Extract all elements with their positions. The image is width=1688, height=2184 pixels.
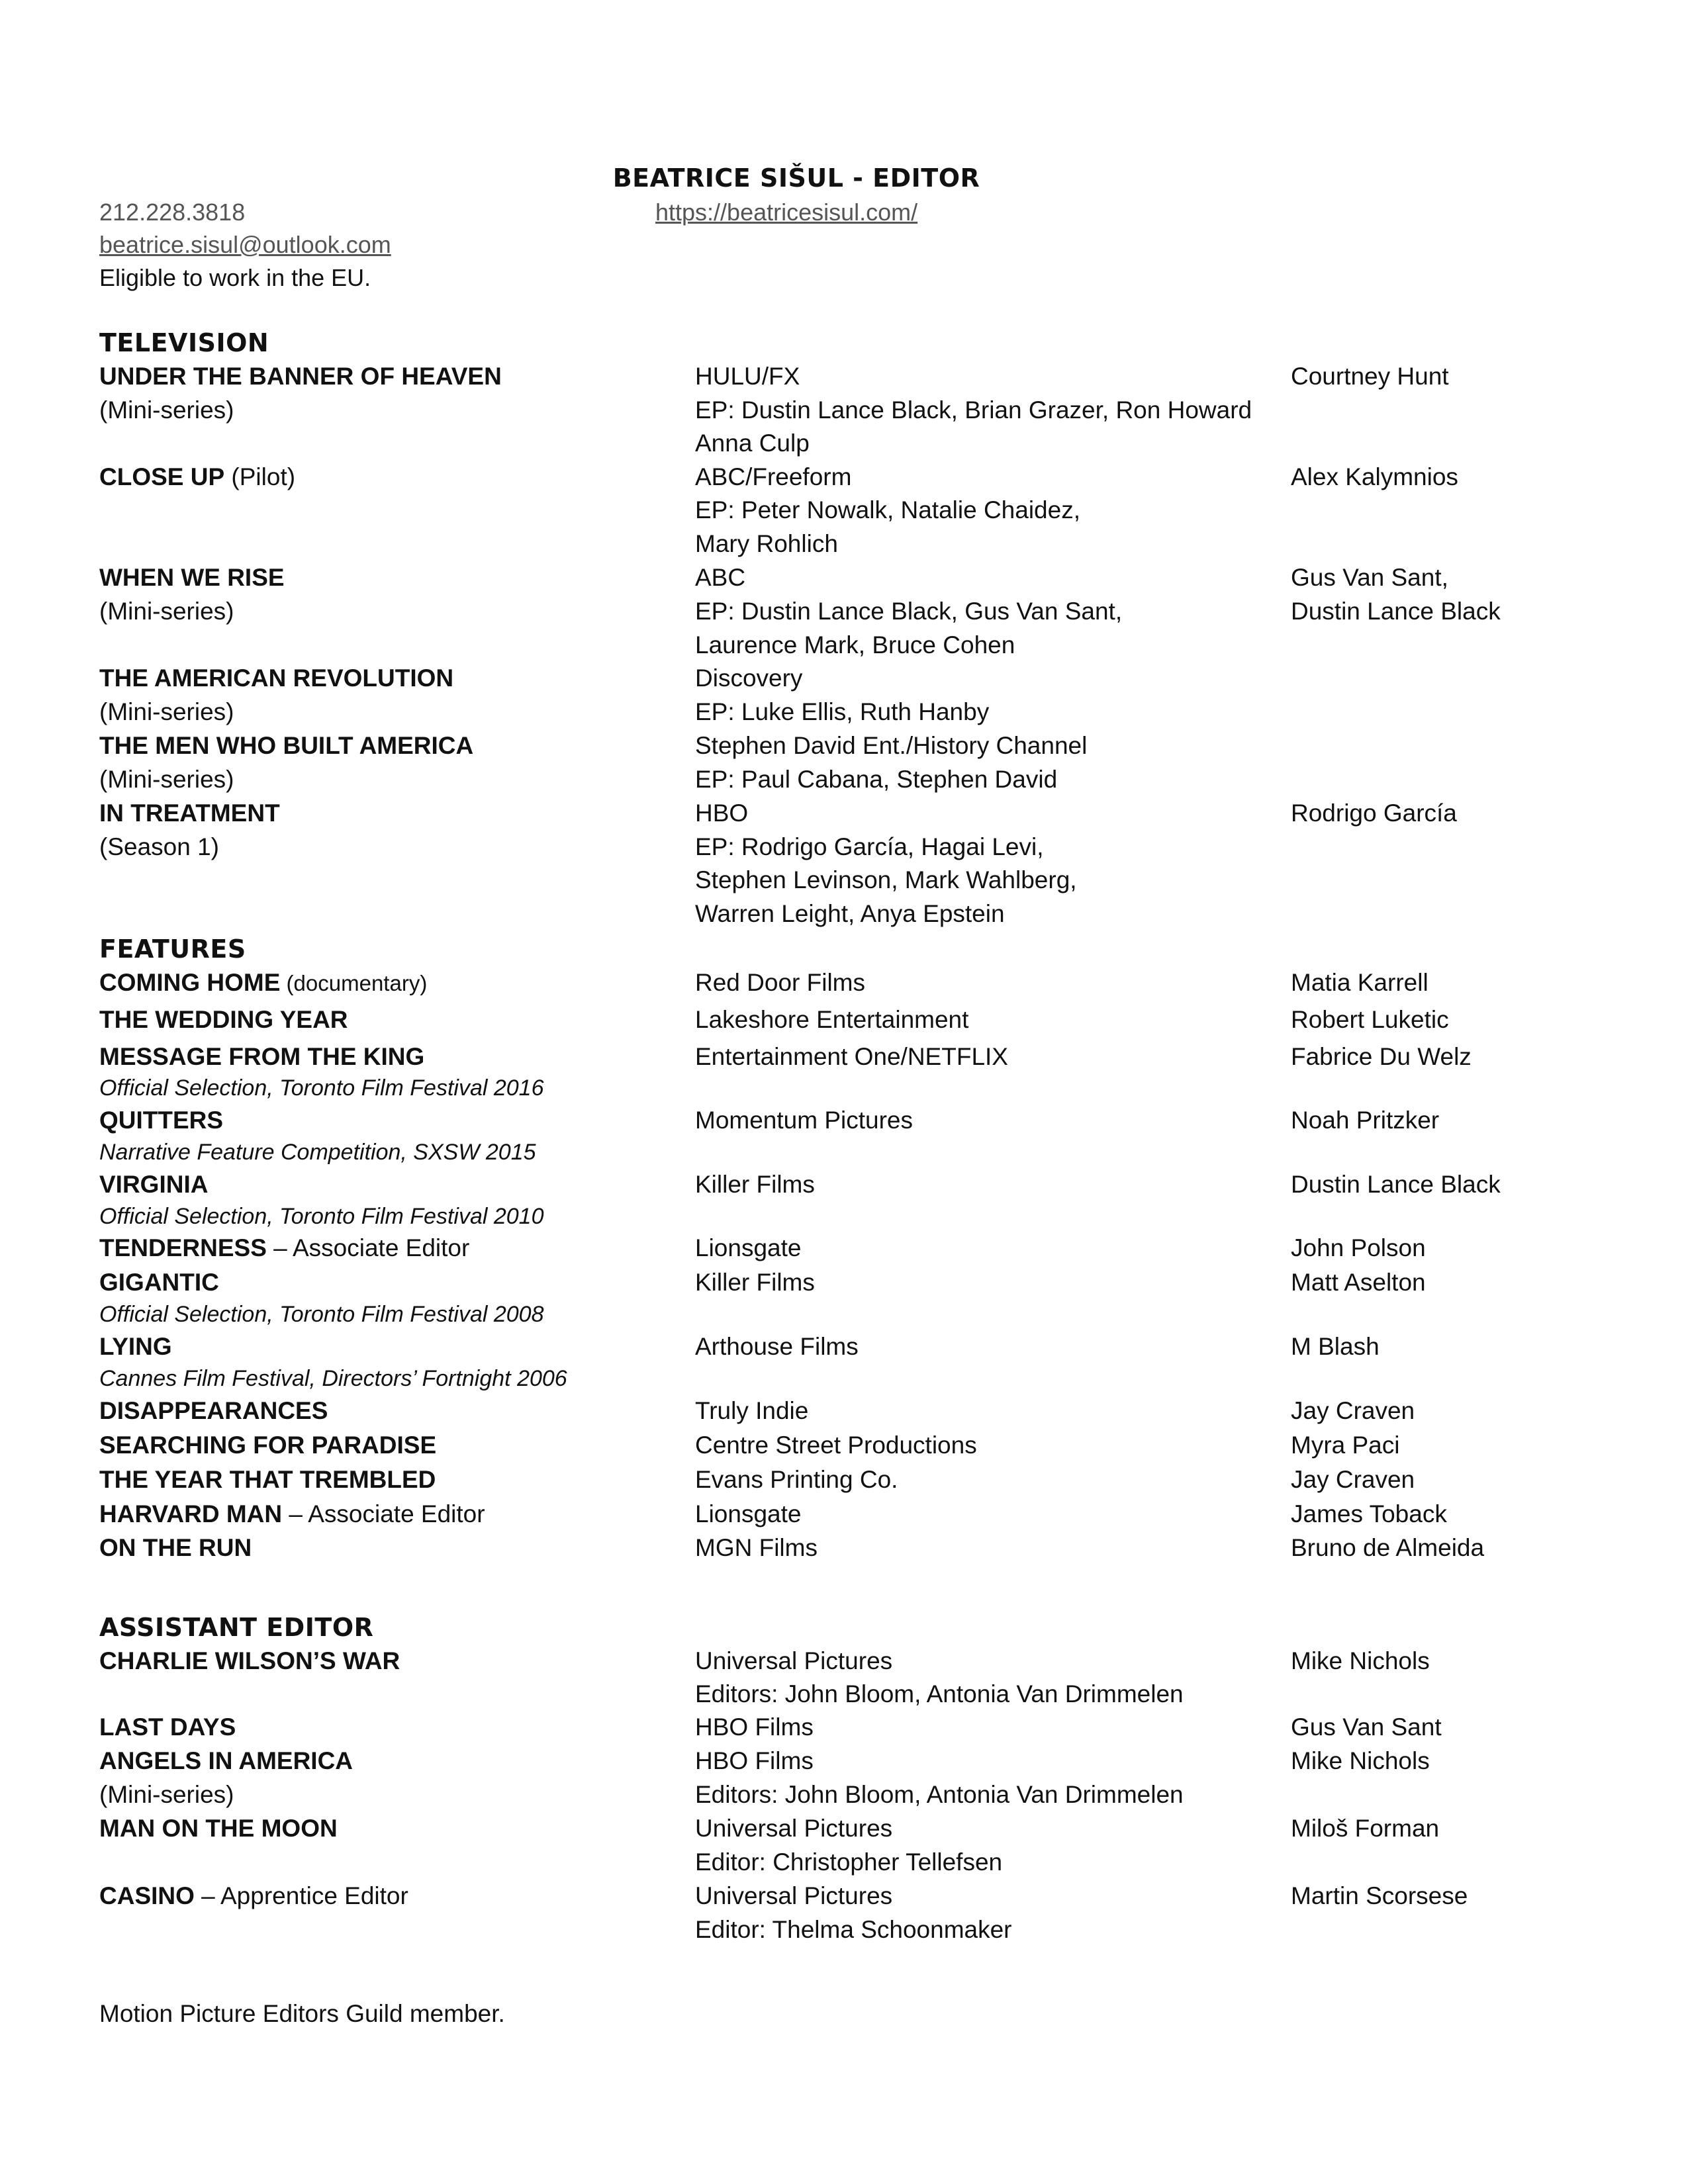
credit-row — [0, 1266, 1688, 1299]
credit-title-wrap — [99, 1498, 485, 1531]
credit-studio: Discovery — [695, 664, 803, 692]
credit-row — [0, 629, 1688, 662]
credit-director: James Toback — [1291, 1500, 1447, 1527]
credit-title: THE WEDDING YEAR — [99, 1006, 348, 1033]
festival-note: Official Selection, Toronto Film Festival 2016 — [99, 1075, 544, 1101]
credit-editors: Editors: John Bloom, Antonia Van Drimmelen — [695, 1680, 1184, 1707]
credit-director: Gus Van Sant, — [1291, 564, 1448, 591]
credit-studio: HBO — [695, 799, 749, 827]
credit-title: ON THE RUN — [99, 1534, 252, 1561]
credit-row — [0, 1232, 1688, 1265]
credit-studio: Arthouse Films — [695, 1333, 859, 1360]
credit-studio: ABC/Freeform — [695, 463, 852, 490]
credit-director: Miloš Forman — [1291, 1815, 1440, 1842]
credit-producers: EP: Rodrigo García, Hagai Levi, — [695, 833, 1044, 860]
credit-row — [0, 1846, 1688, 1879]
credit-director: Dustin Lance Black — [1291, 1171, 1501, 1198]
festival-note: Official Selection, Toronto Film Festival 2008 — [99, 1302, 544, 1327]
credit-title: CHARLIE WILSON’S WAR — [99, 1647, 400, 1674]
credit-row — [0, 1200, 1688, 1233]
credit-title-wrap — [99, 1232, 469, 1265]
credit-editors: Editors: John Bloom, Antonia Van Drimmelen — [695, 1781, 1184, 1808]
credit-title: HARVARD MAN — [99, 1500, 283, 1527]
credit-studio: Stephen David Ent./History Channel — [695, 732, 1088, 759]
credit-studio: HBO Films — [695, 1747, 814, 1774]
credit-director: Jay Craven — [1291, 1397, 1415, 1424]
credit-director: Noah Pritzker — [1291, 1107, 1440, 1134]
credit-row — [0, 1778, 1688, 1811]
credit-row — [0, 897, 1688, 931]
credit-title: GIGANTIC — [99, 1269, 219, 1296]
festival-note: Narrative Feature Competition, SXSW 2015 — [99, 1140, 536, 1165]
credit-studio: HBO Films — [695, 1713, 814, 1741]
credit-row — [0, 864, 1688, 897]
credit-row — [0, 595, 1688, 628]
credit-row — [0, 1678, 1688, 1711]
credit-producers: EP: Dustin Lance Black, Brian Grazer, Ron Howard — [695, 396, 1252, 424]
credit-title: TENDERNESS — [99, 1234, 267, 1261]
credit-title: THE MEN WHO BUILT AMERICA — [99, 732, 474, 759]
credit-studio: ABC — [695, 564, 746, 591]
festival-note: Official Selection, Toronto Film Festival 2010 — [99, 1204, 544, 1229]
credit-editors: Editor: Christopher Tellefsen — [695, 1848, 1003, 1876]
credit-row — [0, 561, 1688, 594]
credit-director: M Blash — [1291, 1333, 1380, 1360]
credit-title: LYING — [99, 1333, 172, 1360]
credit-title-wrap — [99, 1880, 408, 1913]
credit-title: UNDER THE BANNER OF HEAVEN — [99, 363, 502, 390]
credit-row — [0, 1394, 1688, 1428]
section-heading-assistant-editor: ASSISTANT EDITOR — [99, 1613, 374, 1642]
credit-row — [0, 1298, 1688, 1331]
credit-studio: Universal Pictures — [695, 1882, 893, 1909]
credit-title: MESSAGE FROM THE KING — [99, 1043, 425, 1070]
website-link[interactable]: https://beatricesisul.com/ — [655, 199, 918, 226]
credit-studio: HULU/FX — [695, 363, 800, 390]
credit-studio: Lionsgate — [695, 1500, 802, 1527]
credit-director: Dustin Lance Black — [1291, 598, 1501, 625]
credit-row — [0, 1362, 1688, 1395]
credit-producers: EP: Dustin Lance Black, Gus Van Sant, — [695, 598, 1123, 625]
credit-studio: Killer Films — [695, 1269, 815, 1296]
credit-row — [0, 394, 1688, 427]
credit-row — [0, 797, 1688, 830]
credit-row — [0, 966, 1688, 999]
credit-director: Robert Luketic — [1291, 1006, 1449, 1033]
credit-row — [0, 662, 1688, 695]
credit-director: Mike Nichols — [1291, 1647, 1430, 1674]
credit-row — [0, 360, 1688, 393]
credit-title: LAST DAYS — [99, 1713, 236, 1741]
credit-studio: Centre Street Productions — [695, 1432, 977, 1459]
section-heading-features: FEATURES — [99, 934, 246, 964]
credit-studio: Evans Printing Co. — [695, 1466, 898, 1493]
festival-note: Cannes Film Festival, Directors’ Fortnight 2006 — [99, 1366, 567, 1391]
credit-title: VIRGINIA — [99, 1171, 209, 1198]
credit-studio: Universal Pictures — [695, 1647, 893, 1674]
credit-director: Courtney Hunt — [1291, 363, 1449, 390]
credit-row — [0, 696, 1688, 729]
guild-membership-note: Motion Picture Editors Guild member. — [99, 2000, 505, 2027]
credit-director: Martin Scorsese — [1291, 1882, 1468, 1909]
credit-producers: Anna Culp — [695, 430, 810, 457]
credit-director: Myra Paci — [1291, 1432, 1400, 1459]
credit-row — [0, 1880, 1688, 1913]
credit-editors: Editor: Thelma Schoonmaker — [695, 1916, 1012, 1943]
credit-row — [0, 763, 1688, 796]
credit-studio: Universal Pictures — [695, 1815, 893, 1842]
credit-title-wrap — [99, 966, 427, 1000]
credit-row — [0, 1531, 1688, 1565]
credit-studio: Killer Films — [695, 1171, 815, 1198]
credit-studio: Entertainment One/NETFLIX — [695, 1043, 1008, 1070]
credit-row — [0, 1330, 1688, 1363]
credit-title: ANGELS IN AMERICA — [99, 1747, 353, 1774]
credit-row — [0, 527, 1688, 561]
credit-title: SEARCHING FOR PARADISE — [99, 1432, 437, 1459]
credit-producers: EP: Paul Cabana, Stephen David — [695, 766, 1058, 793]
credit-title: THE YEAR THAT TREMBLED — [99, 1466, 436, 1493]
credit-director: Alex Kalymnios — [1291, 463, 1458, 490]
credit-note: (Mini-series) — [99, 598, 234, 625]
credit-director: Matia Karrell — [1291, 969, 1429, 996]
credit-title: WHEN WE RISE — [99, 564, 285, 591]
credit-studio: Truly Indie — [695, 1397, 809, 1424]
credit-studio: Lakeshore Entertainment — [695, 1006, 969, 1033]
credit-producers: EP: Peter Nowalk, Natalie Chaidez, — [695, 496, 1080, 523]
credit-row — [0, 1498, 1688, 1531]
credit-producers: EP: Luke Ellis, Ruth Hanby — [695, 698, 990, 725]
credit-title: CLOSE UP — [99, 463, 225, 490]
credit-row — [0, 1913, 1688, 1946]
credit-row — [0, 1812, 1688, 1845]
credit-suffix: – Apprentice Editor — [194, 1882, 408, 1909]
credit-note: (Mini-series) — [99, 698, 234, 725]
credit-note: (Season 1) — [99, 833, 219, 860]
credit-title: DISAPPEARANCES — [99, 1397, 328, 1424]
credit-row — [0, 1040, 1688, 1073]
credit-row — [0, 1104, 1688, 1137]
credit-title: CASINO — [99, 1882, 195, 1909]
credit-producers: Stephen Levinson, Mark Wahlberg, — [695, 866, 1077, 893]
credit-studio: Lionsgate — [695, 1234, 802, 1261]
page-title: BEATRICE SIŠUL - EDITOR — [612, 163, 980, 193]
credit-director: Mike Nichols — [1291, 1747, 1430, 1774]
credit-suffix: – Associate Editor — [282, 1500, 485, 1527]
credit-director: Rodrigo García — [1291, 799, 1457, 827]
credit-producers: Laurence Mark, Bruce Cohen — [695, 631, 1015, 659]
credit-director: Jay Craven — [1291, 1466, 1415, 1493]
credit-director: John Polson — [1291, 1234, 1426, 1261]
credit-row — [0, 427, 1688, 460]
credit-producers: Mary Rohlich — [695, 530, 838, 557]
credit-row — [0, 1168, 1688, 1201]
credit-director: Gus Van Sant — [1291, 1713, 1442, 1741]
credit-title-wrap — [99, 461, 295, 494]
credit-row — [0, 1711, 1688, 1744]
phone-number: 212.228.3818 — [99, 199, 246, 226]
credit-studio: Red Door Films — [695, 969, 865, 996]
credit-suffix: (Pilot) — [224, 463, 296, 490]
section-heading-television: TELEVISION — [99, 328, 269, 357]
credit-note: (Mini-series) — [99, 1781, 234, 1808]
credit-note: (Mini-series) — [99, 396, 234, 424]
credit-row — [0, 1003, 1688, 1036]
credit-row — [0, 1463, 1688, 1496]
credit-studio: MGN Films — [695, 1534, 818, 1561]
credit-director: Matt Aselton — [1291, 1269, 1426, 1296]
credit-title: MAN ON THE MOON — [99, 1815, 338, 1842]
email-link[interactable]: beatrice.sisul@outlook.com — [99, 231, 391, 258]
credit-title: COMING HOME — [99, 969, 281, 996]
credit-producers: Warren Leight, Anya Epstein — [695, 900, 1005, 927]
credit-studio: Momentum Pictures — [695, 1107, 913, 1134]
credit-row — [0, 729, 1688, 762]
credit-row — [0, 1071, 1688, 1105]
credit-row — [0, 831, 1688, 864]
credit-note: (Mini-series) — [99, 766, 234, 793]
credit-director: Fabrice Du Welz — [1291, 1043, 1472, 1070]
credit-director: Bruno de Almeida — [1291, 1534, 1485, 1561]
credit-row — [0, 461, 1688, 494]
credit-row — [0, 1645, 1688, 1678]
credit-title: THE AMERICAN REVOLUTION — [99, 664, 454, 692]
credit-row — [0, 494, 1688, 527]
credit-row — [0, 1745, 1688, 1778]
credit-row — [0, 1429, 1688, 1462]
credit-title: IN TREATMENT — [99, 799, 280, 827]
credit-suffix: – Associate Editor — [266, 1234, 470, 1261]
credit-suffix: (documentary) — [280, 971, 428, 995]
eligibility-note: Eligible to work in the EU. — [99, 264, 371, 291]
credit-row — [0, 1136, 1688, 1169]
credit-title: QUITTERS — [99, 1107, 224, 1134]
